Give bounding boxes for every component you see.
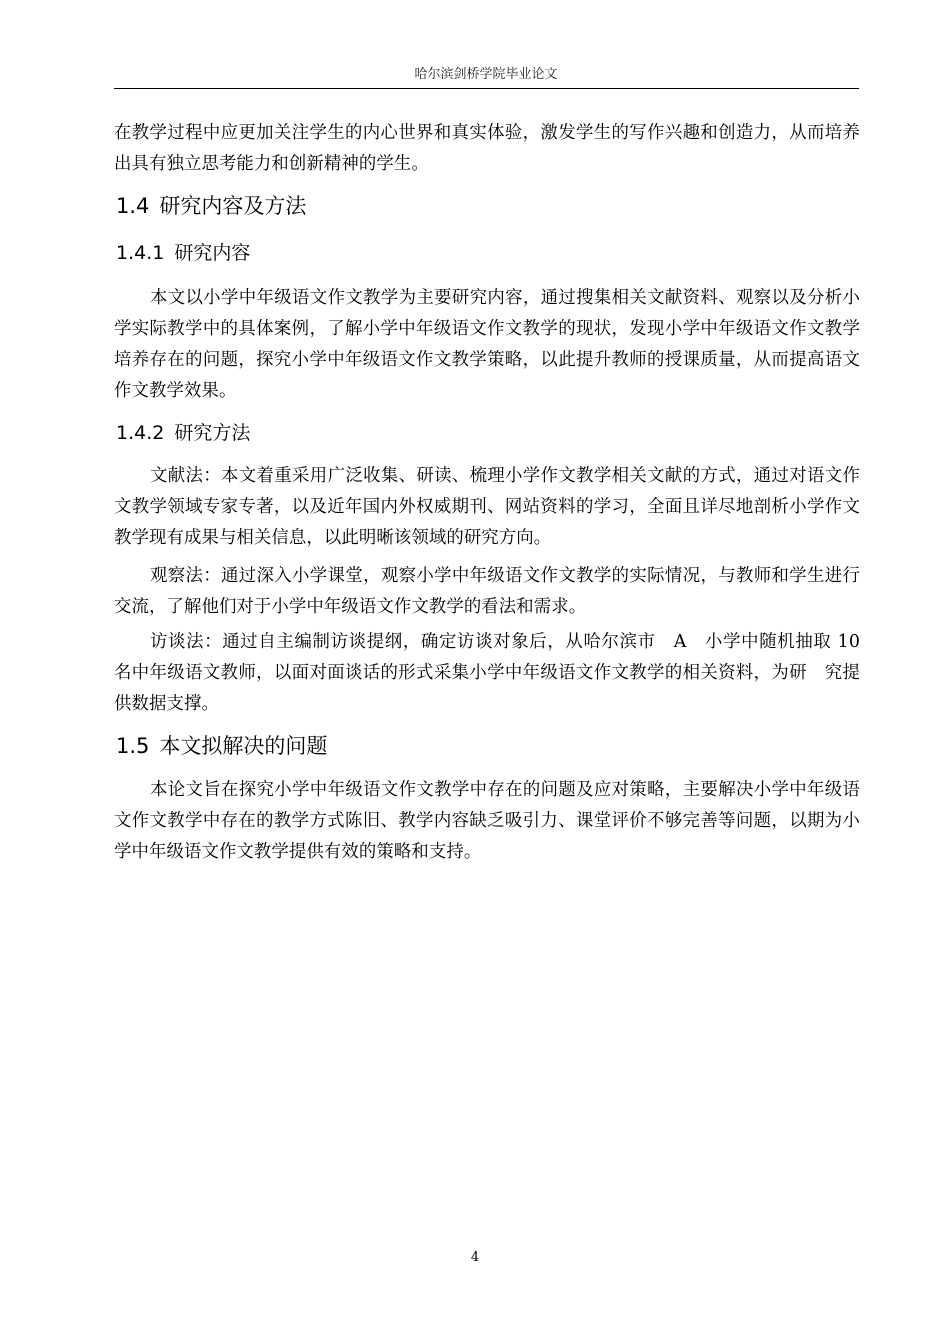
subsection-number: 1.4.2: [116, 422, 165, 444]
section-heading-1-4: [116, 192, 306, 220]
interview-method-paragraph: 访谈法：通过自主编制访谈提纲，确定访谈对象后，从哈尔滨市 A 小学中随机抽取 10 名中年级语文教师，以面对面谈话的形式采集小学中年级语文作文教学的相关资料，为研 究提供数据支撑。: [114, 632, 860, 714]
section-heading-1-5: [116, 732, 327, 760]
subsection-heading-1-4-1: [116, 240, 250, 266]
subsection-title: 研究内容: [174, 242, 251, 264]
subsection-heading-1-4-2: [116, 420, 250, 446]
section-number: 1.4: [116, 194, 150, 218]
page-number: 4: [470, 1250, 480, 1265]
observation-method-paragraph: 观察法：通过深入小学课堂，观察小学中年级语文作文教学的实际情况，与教师和学生进行交流，了解他们对于小学中年级语文作文教学的看法和需求。: [114, 566, 860, 617]
header-rule: [114, 88, 859, 89]
problems-paragraph: 本论文旨在探究小学中年级语文作文教学中存在的问题及应对策略，主要解决小学中年级语文作文教学中存在的教学方式陈旧、教学内容缺乏吸引力、课堂评价不够完善等问题，以期为小学中年级语文作文教学提供有效的策略和支持。: [114, 780, 860, 862]
intro-paragraph: 在教学过程中应更加关注学生的内心世界和真实体验，激发学生的写作兴趣和创造力，从而培养出具有独立思考能力和创新精神的学生。: [114, 123, 860, 174]
section-title: 研究内容及方法: [159, 194, 307, 218]
section-title: 本文拟解决的问题: [159, 734, 328, 758]
section-number: 1.5: [116, 734, 150, 758]
running-header: 哈尔滨剑桥学院毕业论文: [414, 67, 558, 82]
subsection-number: 1.4.1: [116, 242, 165, 264]
literature-method-paragraph: 文献法：本文着重采用广泛收集、研读、梳理小学作文教学相关文献的方式，通过对语文作文教学领域专家专著，以及近年国内外权威期刊、网站资料的学习，全面且详尽地剖析小学作文教学现有成果与相关信息，以此明晰该领域的研究方向。: [114, 466, 860, 548]
subsection-title: 研究方法: [174, 422, 251, 444]
research-content-paragraph: 本文以小学中年级语文作文教学为主要研究内容，通过搜集相关文献资料、观察以及分析小学实际教学中的具体案例，了解小学中年级语文作文教学的现状，发现小学中年级语文作文教学培养存在的问题，探究小学中年级语文作文教学策略，以此提升教师的授课质量，从而提高语文作文教学效果。: [114, 288, 860, 401]
